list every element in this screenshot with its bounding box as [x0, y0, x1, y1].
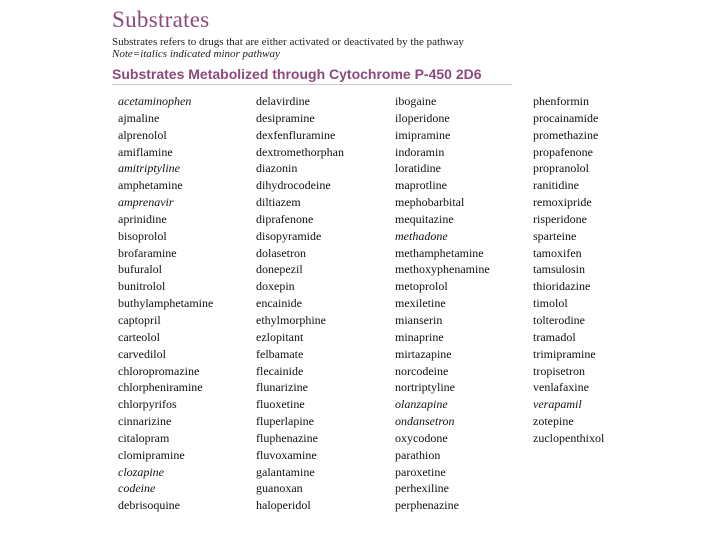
- drug-list-item: clozapine: [118, 464, 164, 479]
- drug-list-item: tropisetron: [533, 363, 585, 378]
- substrate-column-1: [118, 93, 213, 514]
- drug-list-item: methamphetamine: [395, 245, 484, 260]
- drug-list-item: disopyramide: [256, 228, 322, 243]
- drug-list-item: parathion: [395, 447, 441, 462]
- drug-list-item: flecainide: [256, 363, 304, 378]
- drug-list-item: remoxipride: [533, 195, 592, 210]
- drug-list-item: indoramin: [395, 144, 445, 159]
- drug-list-item: paroxetine: [395, 464, 446, 479]
- drug-list-item: norcodeine: [395, 363, 449, 378]
- drug-list-item: amitriptyline: [118, 161, 180, 176]
- drug-list-item: risperidone: [533, 211, 587, 226]
- drug-list-item: maprotline: [395, 178, 447, 193]
- drug-list-item: fluoxetine: [256, 397, 305, 412]
- substrate-column-3: [395, 93, 490, 514]
- drug-list-item: loratidine: [395, 161, 441, 176]
- drug-list-item: dexfenfluramine: [256, 127, 336, 142]
- drug-list-item: ajmaline: [118, 110, 160, 125]
- drug-list-item: amprenavir: [118, 195, 174, 210]
- drug-list-item: delavirdine: [256, 94, 310, 108]
- drug-list-item: fluphenazine: [256, 430, 318, 445]
- drug-list-item: encainide: [256, 296, 302, 311]
- drug-list-item: mirtazapine: [395, 346, 452, 361]
- drug-list-item: phenformin: [533, 94, 589, 108]
- drug-list-item: tolterodine: [533, 312, 585, 327]
- drug-list-item: bisoprolol: [118, 228, 167, 243]
- drug-list-item: imipramine: [395, 127, 451, 142]
- drug-list-item: mianserin: [395, 312, 443, 327]
- drug-list-item: galantamine: [256, 464, 315, 479]
- drug-list-item: aprinidine: [118, 211, 167, 226]
- drug-list-item: dolasetron: [256, 245, 306, 260]
- drug-list-item: ezlopitant: [256, 329, 304, 344]
- drug-list-item: ondansetron: [395, 414, 455, 429]
- drug-list-item: ranitidine: [533, 178, 579, 193]
- substrate-column-2: [256, 93, 344, 514]
- drug-list-item: fluvoxamine: [256, 447, 317, 462]
- drug-list-item: diazonin: [256, 161, 298, 176]
- drug-list-item: ethylmorphine: [256, 312, 326, 327]
- substrate-column-4: [533, 93, 604, 447]
- drug-list-item: carvedilol: [118, 346, 166, 361]
- drug-list-item: iloperidone: [395, 110, 450, 125]
- drug-list-item: debrisoquine: [118, 498, 180, 513]
- drug-list-item: captopril: [118, 312, 161, 327]
- drug-list-item: trimipramine: [533, 346, 596, 361]
- drug-list-item: procainamide: [533, 110, 599, 125]
- drug-list-item: methadone: [395, 228, 448, 243]
- drug-list-item: bunitrolol: [118, 279, 166, 294]
- drug-list-item: promethazine: [533, 127, 599, 142]
- drug-list-item: tamoxifen: [533, 245, 582, 260]
- drug-list-item: nortriptyline: [395, 380, 455, 395]
- drug-list-item: sparteine: [533, 228, 577, 243]
- drug-list-item: timolol: [533, 296, 568, 311]
- drug-list-item: tamsulosin: [533, 262, 586, 277]
- drug-list-item: oxycodone: [395, 430, 448, 445]
- drug-list-item: chlorpheniramine: [118, 380, 203, 395]
- drug-list-item: clomipramine: [118, 447, 185, 462]
- drug-list-item: olanzapine: [395, 397, 448, 412]
- drug-list-item: propranolol: [533, 161, 589, 176]
- drug-list-item: guanoxan: [256, 481, 303, 496]
- drug-list-item: cinnarizine: [118, 414, 172, 429]
- drug-list-item: ibogaine: [395, 94, 437, 108]
- drug-list-item: dihydrocodeine: [256, 178, 331, 193]
- drug-list-item: mephobarbital: [395, 195, 465, 210]
- page-title: Substrates: [112, 7, 210, 32]
- drug-list-item: venlafaxine: [533, 380, 589, 395]
- drug-list-item: dextromethorphan: [256, 144, 344, 159]
- drug-list-item: citalopram: [118, 430, 170, 445]
- drug-list-item: minaprine: [395, 329, 444, 344]
- drug-list-item: chloropromazine: [118, 363, 200, 378]
- drug-list-item: zotepine: [533, 414, 574, 429]
- drug-list-item: alprenolol: [118, 127, 167, 142]
- drug-list-item: mexiletine: [395, 296, 446, 311]
- drug-list-item: verapamil: [533, 397, 582, 412]
- drug-list-item: felbamate: [256, 346, 304, 361]
- section-heading: Substrates Metabolized through Cytochrome P-450 2D6: [112, 66, 482, 82]
- drug-list-item: methoxyphenamine: [395, 262, 490, 277]
- heading-divider: [112, 84, 512, 85]
- drug-list-item: codeine: [118, 481, 156, 496]
- drug-list-item: bufuralol: [118, 262, 162, 277]
- drug-list-item: diprafenone: [256, 211, 314, 226]
- drug-list-item: chlorpyrifos: [118, 397, 177, 412]
- drug-list-item: metoprolol: [395, 279, 448, 294]
- drug-list-item: amiflamine: [118, 144, 173, 159]
- drug-list-item: zuclopenthixol: [533, 430, 605, 445]
- drug-list-item: acetaminophen: [118, 94, 192, 108]
- drug-list-item: propafenone: [533, 144, 593, 159]
- drug-list-item: perhexiline: [395, 481, 449, 496]
- drug-list-item: carteolol: [118, 329, 160, 344]
- drug-list-item: desipramine: [256, 110, 315, 125]
- drug-list-item: donepezil: [256, 262, 303, 277]
- drug-list-item: diltiazem: [256, 195, 301, 210]
- drug-list-item: mequitazine: [395, 211, 454, 226]
- description-text: Substrates refers to drugs that are either activated or deactivated by the pathway: [112, 36, 464, 48]
- drug-list-item: flunarizine: [256, 380, 308, 395]
- drug-list-item: doxepin: [256, 279, 295, 294]
- drug-list-item: perphenazine: [395, 498, 459, 513]
- drug-list-item: amphetamine: [118, 178, 183, 193]
- drug-list-item: buthylamphetamine: [118, 296, 214, 311]
- drug-list-item: thioridazine: [533, 279, 591, 294]
- drug-list-item: fluperlapine: [256, 414, 314, 429]
- drug-list-item: brofaramine: [118, 245, 177, 260]
- italics-note: Note=italics indicated minor pathway: [112, 48, 280, 60]
- drug-list-item: haloperidol: [256, 498, 311, 513]
- drug-list-item: tramadol: [533, 329, 576, 344]
